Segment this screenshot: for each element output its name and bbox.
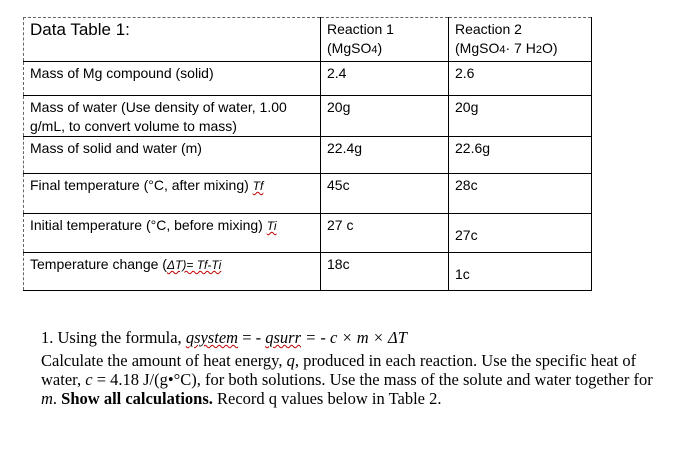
table-row [24, 214, 592, 253]
q-system: qsystem [185, 328, 239, 347]
bold-instruction: Show all calculations. [61, 389, 213, 408]
row-value-r2: 2.6 [449, 62, 592, 96]
row-value-r1: 18c [321, 253, 449, 291]
row-value-r2: 22.6g [449, 137, 592, 174]
row-value-r2: 28c [449, 174, 592, 214]
row-value-r1: 22.4g [321, 137, 449, 174]
row-value-r2: 1c [449, 253, 592, 291]
formula-line: 1. Using the formula, qsystem = - qsurr = - c × m × ΔT [41, 328, 407, 347]
delta-t-symbol: ΔT)= Tf-Ti [166, 258, 222, 272]
row-value-r2: 20g [449, 96, 592, 137]
table-row [24, 253, 592, 291]
table-row [24, 96, 592, 137]
reaction-2-header: Reaction 2 (MgSO4· 7 H2O) [449, 18, 592, 62]
row-value-r1: 2.4 [321, 62, 449, 96]
initial-temp-symbol: Ti [266, 219, 277, 233]
final-temp-symbol: Tf [252, 179, 264, 193]
table-row [24, 62, 592, 96]
table-title: Data Table 1: [30, 20, 130, 39]
instruction-text: Calculate the amount of heat energy, q, produced in each reaction. Use the specific heat of water, c = 4.18 J/(g•°C), for both solutions. Use the mass of the solute and water together for m. Show all calculations. Record q values below in Table 2. [41, 351, 653, 408]
row-value-r1: 45c [321, 174, 449, 214]
row-value-r1: 27 c [321, 214, 449, 253]
row-label: Initial temperature (°C, before mixing) Ti [24, 214, 321, 253]
table-row [24, 174, 592, 214]
row-label: Mass of Mg compound (solid) [24, 62, 321, 96]
header-row [24, 18, 592, 62]
row-label: Mass of solid and water (m) [24, 137, 321, 174]
data-table-1 [23, 17, 592, 291]
row-value-r1: 20g [321, 96, 449, 137]
row-label: Final temperature (°C, after mixing) Tf [24, 174, 321, 214]
row-label: Temperature change (ΔT)= Tf-Ti [24, 253, 321, 291]
row-value-r2: 27c [449, 214, 592, 253]
q-surr: qsurr [265, 328, 302, 347]
row-label: Mass of water (Use density of water, 1.00 g/mL, to convert volume to mass) [24, 96, 321, 137]
table-title-cell [24, 18, 321, 62]
instructions [41, 328, 656, 408]
table-row [24, 137, 592, 174]
reaction-1-header: Reaction 1 (MgSO4) [321, 18, 449, 62]
